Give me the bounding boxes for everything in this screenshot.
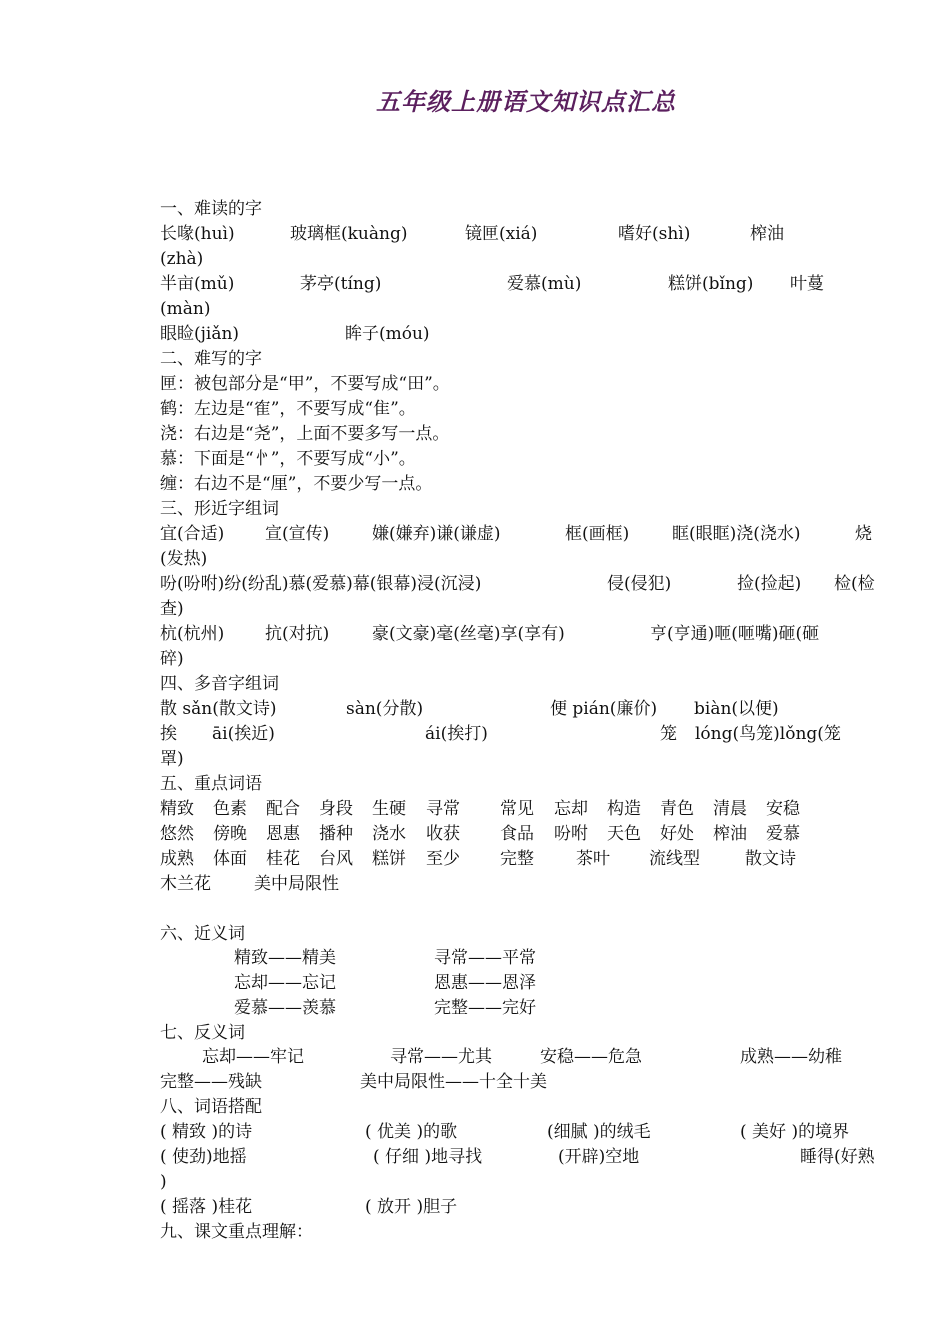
synonym-pair: 爱慕——羡慕 — [234, 998, 336, 1018]
word: 糕饼 — [372, 849, 406, 869]
section-heading: 四、多音字组词 — [160, 674, 279, 694]
text-line: (发热) — [160, 549, 208, 569]
word: 色素 — [213, 799, 247, 819]
word: 茶叶 — [576, 849, 610, 869]
word: 青色 — [660, 799, 694, 819]
word: 长喙(huì) — [160, 224, 235, 244]
word: 美中局限性 — [254, 874, 339, 894]
word: 至少 — [426, 849, 460, 869]
antonym-pair: 忘却——牢记 — [202, 1047, 304, 1067]
word: 安稳 — [766, 799, 800, 819]
word: 捡(捡起) — [737, 574, 802, 594]
word: 台风 — [319, 849, 353, 869]
text-line: 缠：右边不是“厘”，不要少写一点。 — [160, 474, 433, 494]
word: 烧 — [855, 524, 872, 544]
word: 恩惠 — [266, 824, 300, 844]
word: 眶(眼眶)浇(浇水) — [672, 524, 801, 544]
text-line: ) — [160, 1172, 167, 1192]
word: 检(检 — [834, 574, 875, 594]
word: 挨 — [160, 724, 177, 744]
collocation: (开辟)空地 — [558, 1147, 640, 1167]
collocation: (细腻 )的绒毛 — [547, 1122, 651, 1142]
synonym-pair: 寻常——平常 — [434, 948, 536, 968]
section-heading: 八、词语搭配 — [160, 1097, 262, 1117]
collocation: ( 仔细 )地寻找 — [373, 1147, 483, 1167]
word: 侵(侵犯) — [607, 574, 672, 594]
section-heading: 二、难写的字 — [160, 349, 262, 369]
word: 爱慕 — [766, 824, 800, 844]
section-heading: 五、重点词语 — [160, 774, 262, 794]
section-heading: 七、反义词 — [160, 1023, 245, 1043]
text-line: 浇：右边是“尧”，上面不要多写一点。 — [160, 424, 450, 444]
word: 叶蔓 — [790, 274, 824, 294]
section-heading: 一、难读的字 — [160, 199, 262, 219]
collocation: ( 优美 )的歌 — [365, 1122, 458, 1142]
word: 眼睑(jiǎn) — [160, 324, 240, 344]
text-line: 鹤：左边是“隺”，不要写成“隹”。 — [160, 399, 416, 419]
word: 收获 — [426, 824, 460, 844]
word: 食品 — [500, 824, 534, 844]
text-line: (màn) — [160, 299, 211, 319]
word: 嫌(嫌弃)谦(谦虚) — [372, 524, 501, 544]
word: 成熟 — [160, 849, 194, 869]
text-line: 查) — [160, 599, 184, 619]
synonym-pair: 完整——完好 — [434, 998, 536, 1018]
section-heading: 九、课文重点理解： — [160, 1222, 313, 1242]
word: āi(挨近) — [212, 724, 275, 744]
word: 寻常 — [426, 799, 460, 819]
word: 配合 — [266, 799, 300, 819]
page-title: 五年级上册语文知识点汇总 — [376, 88, 676, 116]
word: 玻璃框(kuàng) — [290, 224, 408, 244]
word: 笼 — [660, 724, 677, 744]
word: 木兰花 — [160, 874, 211, 894]
word: 播种 — [319, 824, 353, 844]
collocation: ( 使劲)地摇 — [160, 1147, 247, 1167]
section-heading: 三、形近字组词 — [160, 499, 279, 519]
synonym-pair: 忘却——忘记 — [234, 973, 336, 993]
collocation: 睡得(好熟 — [800, 1147, 875, 1167]
word: 眸子(móu) — [345, 324, 430, 344]
word: 散 sǎn(散文诗) — [160, 699, 277, 719]
text-line: 匣：被包部分是“甲”，不要写成“田”。 — [160, 374, 450, 394]
text-line: 慕：下面是“㣺”，不要写成“小”。 — [160, 449, 416, 469]
collocation: ( 美好 )的境界 — [740, 1122, 850, 1142]
word: 身段 — [319, 799, 353, 819]
word: 爱慕(mù) — [507, 274, 582, 294]
word: 宣(宣传) — [265, 524, 330, 544]
text-line: 碎) — [160, 649, 184, 669]
word: 吩(吩咐)纷(纷乱)慕(爱慕)幕(银幕)浸(沉浸) — [160, 574, 482, 594]
word: 宜(合适) — [160, 524, 225, 544]
collocation: ( 精致 )的诗 — [160, 1122, 253, 1142]
word: 榨油 — [750, 224, 784, 244]
word: 常见 — [500, 799, 534, 819]
word: 亨(亨通)咂(咂嘴)砸(砸 — [650, 624, 820, 644]
collocation: ( 放开 )胆子 — [365, 1197, 458, 1217]
antonym-pair: 安稳——危急 — [540, 1047, 642, 1067]
word: 便 pián(廉价) — [550, 699, 658, 719]
word: 半亩(mǔ) — [160, 274, 235, 294]
word: 构造 — [607, 799, 641, 819]
word: 忘却 — [554, 799, 588, 819]
word: 生硬 — [372, 799, 406, 819]
antonym-pair: 完整——残缺 — [160, 1072, 262, 1092]
word: 杭(杭州) — [160, 624, 225, 644]
word: 桂花 — [266, 849, 300, 869]
word: 镜匣(xiá) — [465, 224, 538, 244]
word: ái(挨打) — [425, 724, 488, 744]
word: 豪(文豪)毫(丝毫)享(享有) — [372, 624, 565, 644]
word: 散文诗 — [745, 849, 796, 869]
word: 抗(对抗) — [265, 624, 330, 644]
word: 框(画框) — [565, 524, 630, 544]
word: lóng(鸟笼)lǒng(笼 — [695, 724, 841, 744]
word: 傍晚 — [213, 824, 247, 844]
word: 完整 — [500, 849, 534, 869]
text-line: (zhà) — [160, 249, 204, 269]
antonym-pair: 寻常——尤其 — [390, 1047, 492, 1067]
word: 糕饼(bǐng) — [668, 274, 754, 294]
antonym-pair: 成熟——幼稚 — [740, 1047, 842, 1067]
word: 精致 — [160, 799, 194, 819]
word: 天色 — [607, 824, 641, 844]
word: 清晨 — [713, 799, 747, 819]
word: 嗜好(shì) — [618, 224, 691, 244]
synonym-pair: 恩惠——恩泽 — [434, 973, 536, 993]
word: 体面 — [213, 849, 247, 869]
collocation: ( 摇落 )桂花 — [160, 1197, 253, 1217]
word: 悠然 — [160, 824, 194, 844]
antonym-pair: 美中局限性——十全十美 — [360, 1072, 547, 1092]
word: 流线型 — [649, 849, 700, 869]
word: 茅亭(tíng) — [300, 274, 382, 294]
word: 吩咐 — [554, 824, 588, 844]
word: biàn(以便) — [694, 699, 779, 719]
section-heading: 六、近义词 — [160, 924, 245, 944]
word: 好处 — [660, 824, 694, 844]
word: 榨油 — [713, 824, 747, 844]
word: sàn(分散) — [346, 699, 424, 719]
text-line: 罩) — [160, 749, 184, 769]
word: 浇水 — [372, 824, 406, 844]
synonym-pair: 精致——精美 — [234, 948, 336, 968]
